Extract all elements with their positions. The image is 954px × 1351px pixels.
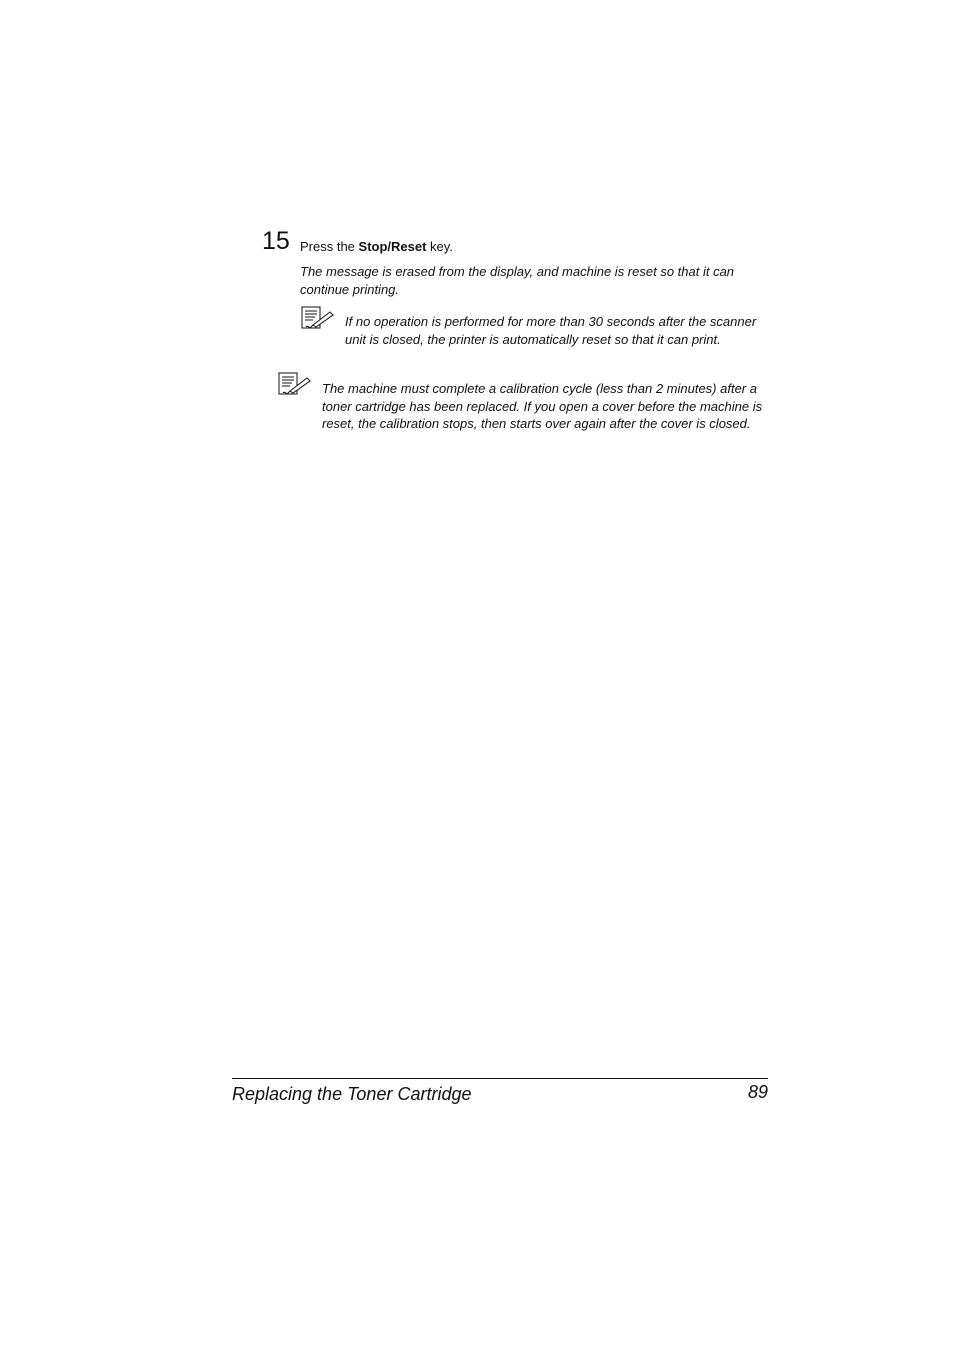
step-instruction: [300, 238, 453, 255]
instruction-prefix: Press the: [300, 239, 359, 254]
instruction-suffix: key.: [426, 239, 453, 254]
note-text: If no operation is performed for more than 30 seconds after the scanner unit is closed, the printer is automatically reset so that it can print.: [345, 314, 757, 347]
page-number: 89: [747, 1082, 768, 1102]
note-pencil-icon: [278, 372, 312, 396]
step-number: 15: [262, 227, 290, 255]
footer-title: Replacing the Toner Cartridge: [232, 1084, 472, 1104]
step-result: The message is erased from the display, and machine is reset so that it can continue printing.: [300, 264, 735, 297]
note-text: The machine must complete a calibration cycle (less than 2 minutes) after a toner cartridge has been replaced. If you open a cover before the machine is reset, the calibration stops, then starts over again after the cover is closed.: [322, 381, 763, 432]
note-pencil-icon: [301, 306, 335, 330]
stop-reset-key-label: Stop/Reset: [358, 239, 427, 254]
footer-rule: [232, 1078, 768, 1079]
